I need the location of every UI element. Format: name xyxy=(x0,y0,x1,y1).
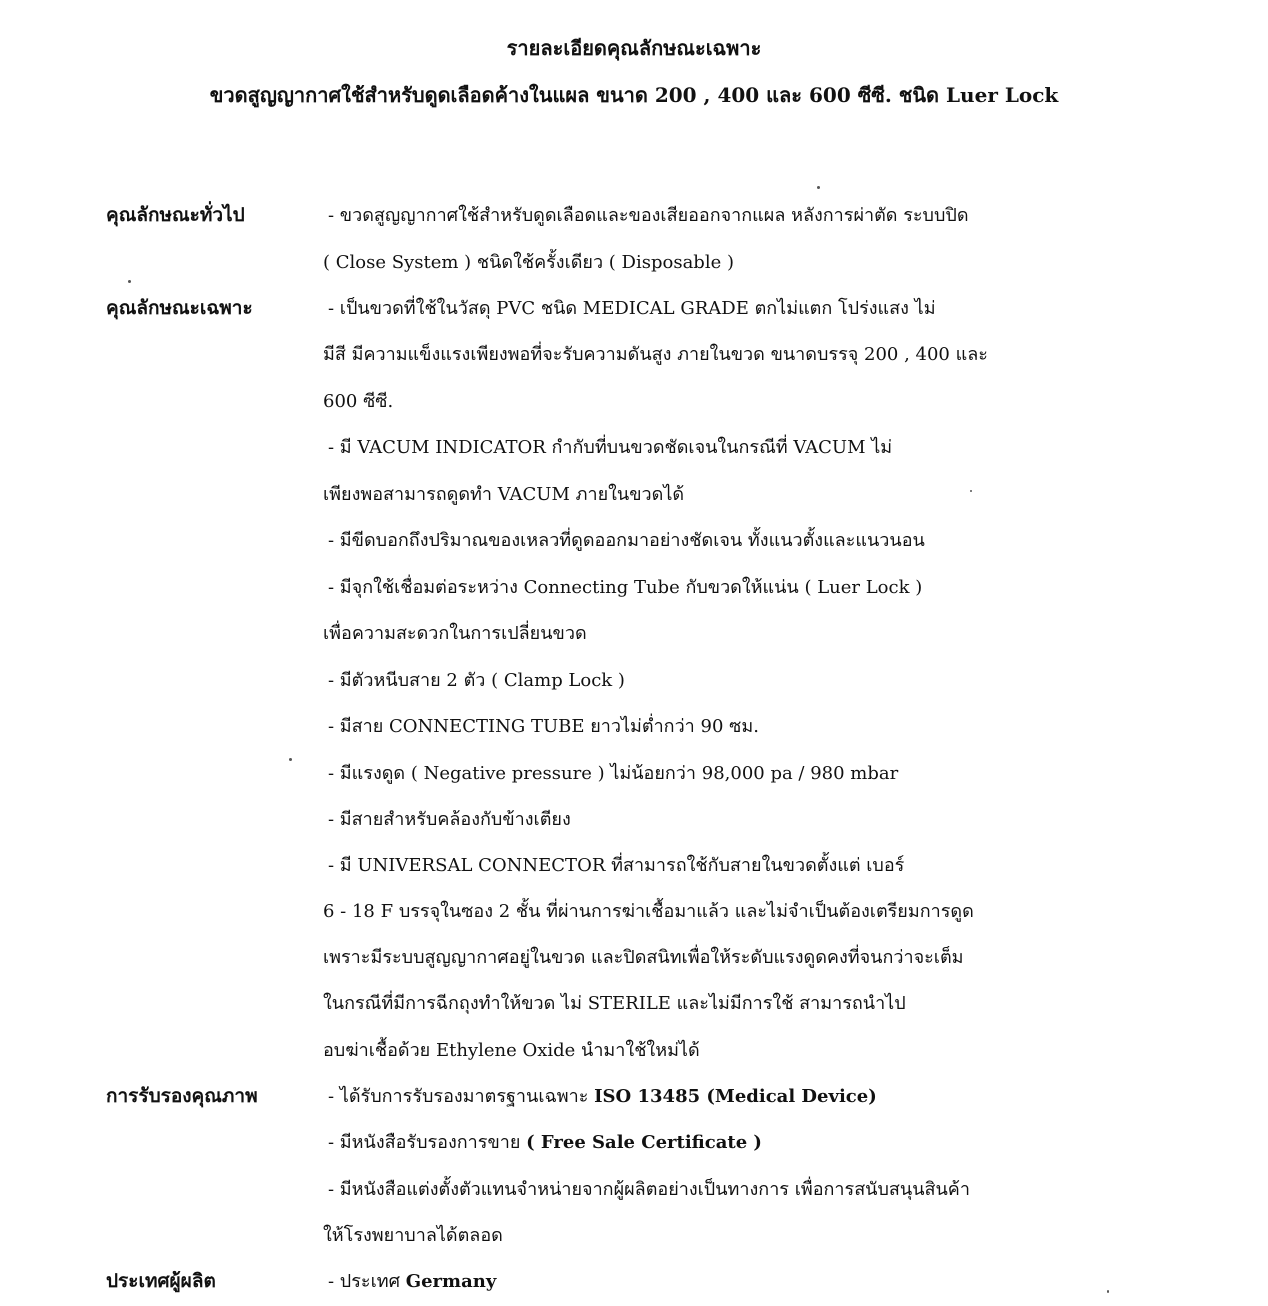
specific-line-13: - มี UNIVERSAL CONNECTOR ที่สามารถใช้กับสายในขวดตั้งแต่ เบอร์ xyxy=(328,855,905,876)
scan-speck xyxy=(817,186,820,189)
specific-line-8: เพื่อความสะดวกในการเปลี่ยนขวด xyxy=(323,623,587,644)
specific-line-16: ในกรณีที่มีการฉีกถุงทำให้ขวด ไม่ STERILE และไม่มีการใช้ สามารถนำไป xyxy=(323,993,906,1014)
scan-speck xyxy=(1107,1290,1109,1293)
quality-line-1 xyxy=(328,1081,877,1110)
scan-speck xyxy=(128,280,131,283)
specific-label: คุณลักษณะเฉพาะ xyxy=(106,297,253,319)
quality-label: การรับรองคุณภาพ xyxy=(106,1085,258,1107)
specific-line-1: - เป็นขวดที่ใช้ในวัสดุ PVC ชนิด MEDICAL GRADE ตกไม่แตก โปร่งแสง ไม่ xyxy=(328,298,936,319)
quality-line-2 xyxy=(328,1127,762,1156)
iso-standard: ISO 13485 (Medical Device) xyxy=(594,1086,877,1107)
origin-prefix: - ประเทศ xyxy=(328,1271,406,1292)
specific-line-12: - มีสายสำหรับคล้องกับข้างเตียง xyxy=(328,809,571,830)
specific-line-14: 6 - 18 F บรรจุในซอง 2 ชั้น ที่ผ่านการฆ่าเชื้อมาแล้ว และไม่จำเป็นต้องเตรียมการดูด xyxy=(323,901,974,922)
specific-line-5: เพียงพอสามารถดูดทำ VACUM ภายในขวดได้ xyxy=(323,484,685,505)
origin-label: ประเทศผู้ผลิต xyxy=(106,1270,216,1292)
quality-line-4: ให้โรงพยาบาลได้ตลอด xyxy=(323,1225,503,1246)
free-sale-certificate: ( Free Sale Certificate ) xyxy=(526,1132,762,1153)
specific-line-15: เพราะมีระบบสูญญากาศอยู่ในขวด และปิดสนิทเพื่อให้ระดับแรงดูดคงที่จนกว่าจะเต็ม xyxy=(323,947,964,968)
specific-line-10: - มีสาย CONNECTING TUBE ยาวไม่ต่ำกว่า 90 ซม. xyxy=(328,716,759,737)
specific-line-4: - มี VACUM INDICATOR กำกับที่บนขวดชัดเจนในกรณีที่ VACUM ไม่ xyxy=(328,437,893,458)
scan-speck xyxy=(970,490,972,492)
specific-line-11: - มีแรงดูด ( Negative pressure ) ไม่น้อยกว่า 98,000 pa / 980 mbar xyxy=(328,763,899,784)
scan-speck xyxy=(289,758,292,761)
general-line-1: - ขวดสูญญากาศใช้สำหรับดูดเลือดและของเสียออกจากแผล หลังการผ่าตัด ระบบปิด xyxy=(328,205,969,226)
quality-line-1-text: - ได้รับการรับรองมาตรฐานเฉพาะ xyxy=(328,1086,595,1107)
quality-line-2-text: - มีหนังสือรับรองการขาย xyxy=(328,1132,527,1153)
document-subtitle: ขวดสูญญากาศใช้สำหรับดูดเลือดค้างในแผล ขนาด 200 , 400 และ 600 ซีซี. ชนิด Luer Lock xyxy=(209,83,1059,107)
specific-line-6: - มีขีดบอกถึงปริมาณของเหลวที่ดูดออกมาอย่างชัดเจน ทั้งแนวตั้งและแนวนอน xyxy=(328,530,925,551)
quality-line-3: - มีหนังสือแต่งตั้งตัวแทนจำหน่ายจากผู้ผลิตอย่างเป็นทางการ เพื่อการสนับสนุนสินค้า xyxy=(328,1179,970,1200)
document-title: รายละเอียดคุณลักษณะเฉพาะ xyxy=(506,36,762,60)
general-line-2: ( Close System ) ชนิดใช้ครั้งเดียว ( Disposable ) xyxy=(323,252,734,273)
specific-line-2: มีสี มีความแข็งแรงเพียงพอที่จะรับความดันสูง ภายในขวด ขนาดบรรจุ 200 , 400 และ xyxy=(323,344,988,365)
specific-line-7: - มีจุกใช้เชื่อมต่อระหว่าง Connecting Tube กับขวดให้แน่น ( Luer Lock ) xyxy=(328,577,923,598)
specific-line-9: - มีตัวหนีบสาย 2 ตัว ( Clamp Lock ) xyxy=(328,670,625,691)
origin-country: Germany xyxy=(405,1271,497,1292)
origin-line xyxy=(328,1266,496,1295)
specific-line-17: อบฆ่าเชื้อด้วย Ethylene Oxide นำมาใช้ใหม่ได้ xyxy=(323,1040,700,1061)
general-label: คุณลักษณะทั่วไป xyxy=(106,204,245,226)
specific-line-3: 600 ซีซี. xyxy=(323,391,394,412)
